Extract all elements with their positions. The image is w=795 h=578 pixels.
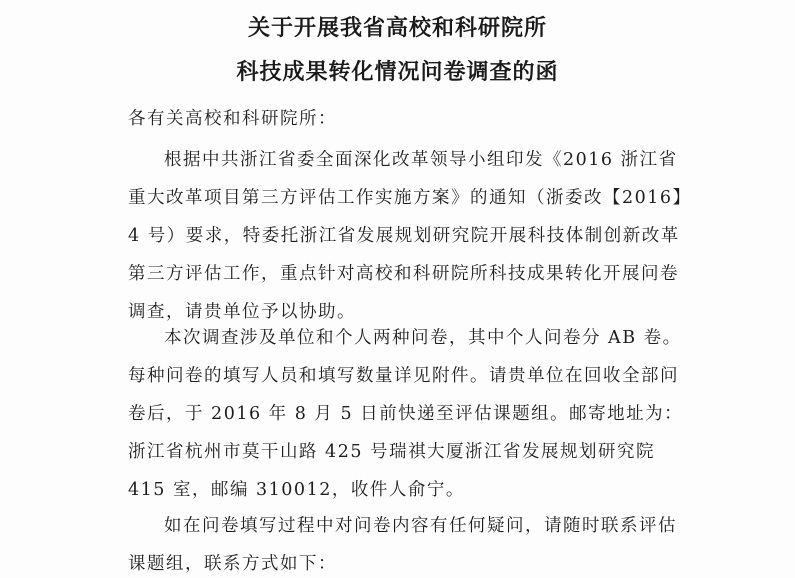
salutation: 各有关高校和科研院所： — [128, 109, 337, 129]
document-title-line-1: 关于开展我省高校和科研院所 — [247, 16, 547, 41]
paragraph-commission: 根据中共浙江省委全面深化改革领导小组印发《2016 浙江省重大改革项目第三方评估工作实施方案》的通知（浙委改【2016】4 号）要求，特委托浙江省发展规划研究院开展科技体制创新改革第三方评估工作，重点针对高校和科研院所科技成果转化开展问卷调查，请贵单位予以协助。 — [128, 150, 683, 322]
paragraph-survey-details: 本次调查涉及单位和个人两种问卷，其中个人问卷分 AB 卷。每种问卷的填写人员和填写数量详见附件。请贵单位在回收全部问卷后，于 2016 年 8 月 5 日前快递至评估课题组。邮寄地址为：浙江省杭州市莫干山路 425 号瑞祺大厦浙江省发展规划研究院 415 室，邮编 310012，收件人俞宁。 — [128, 328, 684, 500]
document-title-line-2: 科技成果转化情况问卷调查的函 — [236, 60, 559, 85]
paragraph-contact: 如在问卷填写过程中对问卷内容有任何疑问，请随时联系评估课题组，联系方式如下： — [128, 516, 677, 574]
